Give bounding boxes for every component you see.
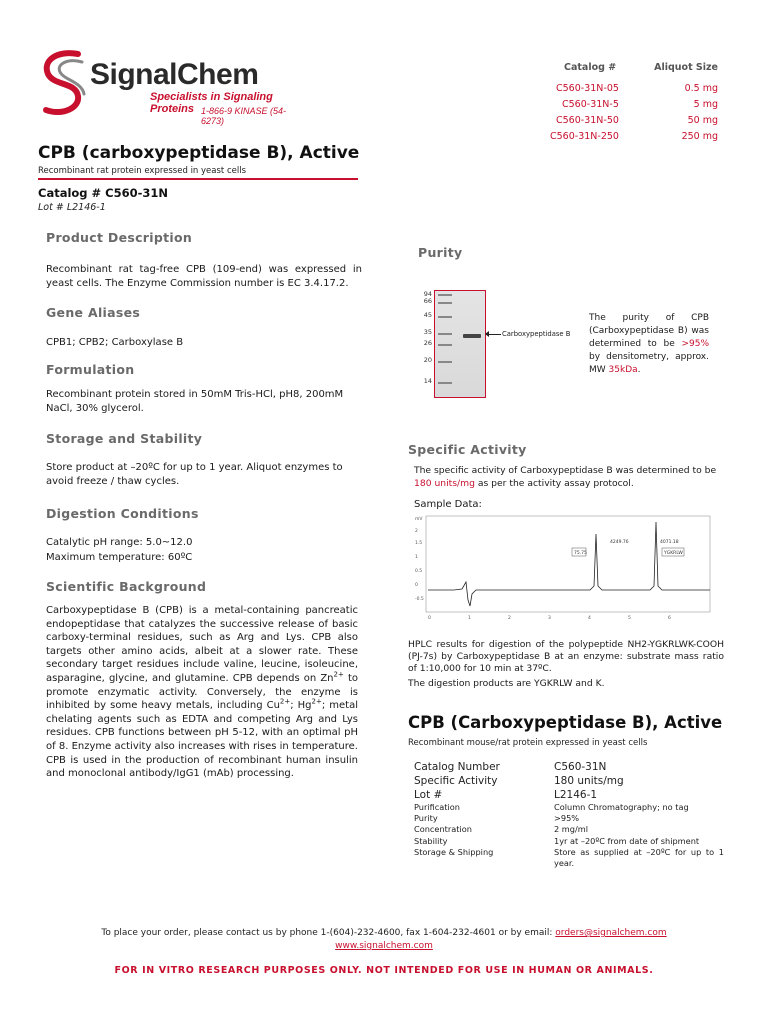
sample-data-label: Sample Data:: [414, 499, 482, 510]
product-catalog: Catalog # C560-31N: [38, 186, 169, 200]
peak-label: 4249.76: [610, 540, 629, 545]
catalog-row: [530, 115, 718, 131]
gel-marker: 66: [423, 297, 432, 305]
band-label: Carboxypeptidase B: [502, 330, 571, 338]
gel-markers: [412, 290, 434, 390]
summary-title: CPB (Carboxypeptidase B), Active: [408, 713, 723, 732]
aliases-text: CPB1; CPB2; Carboxylase B: [46, 337, 184, 348]
svg-text:1: 1: [468, 616, 471, 621]
spec-table: [414, 760, 724, 869]
hplc-text: HPLC results for digestion of the polypeptide NH2-YGKRLWK-COOH (PJ-7s) by Carboxypeptidase B at an enzyme: substrate mass ratio of 1:10,000 for 10 min at 37ºC.: [408, 639, 724, 675]
svg-text:mV: mV: [415, 517, 423, 522]
footer-website: [0, 941, 768, 951]
catalog-number: C560-31N-05: [556, 83, 619, 94]
svg-text:-0.5: -0.5: [415, 597, 424, 602]
products-text: The digestion products are YGKRLW and K.: [408, 678, 605, 689]
section-heading: Product Description: [46, 230, 193, 245]
aliquot-size: 5 mg: [693, 99, 718, 110]
gel-image: [434, 290, 486, 398]
product-lot: Lot # L2146-1: [38, 202, 106, 213]
activity-text: The specific activity of Carboxypeptidase B was determined to be 180 units/mg as per the activity assay protocol.: [414, 465, 717, 489]
spec-row: Catalog Number C560-31N: [414, 761, 607, 773]
svg-text:0: 0: [415, 583, 418, 588]
peak-label: 75.75: [574, 551, 587, 556]
svg-text:3: 3: [548, 616, 551, 621]
website-link[interactable]: www.signalchem.com: [335, 941, 433, 951]
section-heading: Scientific Background: [46, 579, 207, 594]
section-heading: Specific Activity: [408, 442, 527, 457]
peak-name: YGKRLW: [664, 551, 683, 556]
storage-text: Store product at –20ºC for up to 1 year. Aliquot enzymes to avoid freeze / thaw cycles.: [46, 462, 343, 487]
svg-text:1.5: 1.5: [415, 541, 423, 546]
gel-marker: 14: [423, 377, 432, 385]
svg-text:2: 2: [415, 529, 418, 534]
background-text: Carboxypeptidase B (CPB) is a metal-containing pancreatic endopeptidase that catalyzes the successive release of basic carboxy-terminal residues, such as Arg and Lys. CPB also targets other amino acids, albeit at a slower rate. These secondary target residues include valine, leucine, isoleucine, asparagine, glycine, and glutamine. CPB depends on $Zn^{2+}$ to promote enzymatic activity. Conversely, the enzyme is inhibited by some heavy metals, including $Cu^{2+}$; $Hg^{2+}$; metal chelating agents such as EDTA and competing Arg and Lys residues. CPB functions between pH 5-12, with an optimal pH of 8. Enzyme activity also increases with rises in temperature. CPB is used in the production of recombinant human insulin and monoclonal antibody/IgG1 (mAb) processing.: [46, 605, 359, 780]
band-arrow-icon: [487, 334, 501, 335]
spec-row: Lot # L2146-1: [414, 789, 598, 801]
svg-text:0.5: 0.5: [415, 569, 423, 574]
product-subtitle: Recombinant rat protein expressed in yeast cells: [38, 166, 247, 176]
svg-text:0: 0: [428, 616, 431, 621]
hplc-chromatogram: [414, 514, 714, 622]
footer-disclaimer: FOR IN VITRO RESEARCH PURPOSES ONLY. NOT INTENDED FOR USE IN HUMAN OR ANIMALS.: [114, 965, 654, 976]
product-title: CPB (carboxypeptidase B), Active: [38, 143, 360, 163]
gel-marker: 26: [423, 339, 432, 347]
gel-marker: 94: [423, 290, 432, 298]
aliquot-size: 250 mg: [681, 131, 718, 142]
svg-text:1: 1: [415, 555, 418, 560]
formulation-text: Recombinant protein stored in 50mM Tris-HCl, pH8, 200mM NaCl, 30% glycerol.: [46, 389, 344, 414]
spec-row: Specific Activity 180 units/mg: [414, 775, 624, 787]
svg-text:2: 2: [508, 616, 511, 621]
svg-text:5: 5: [628, 616, 631, 621]
email-link[interactable]: orders@signalchem.com: [555, 928, 667, 938]
catalog-row: [530, 83, 718, 99]
catalog-number: C560-31N-5: [562, 99, 619, 110]
title-underline: [38, 178, 358, 180]
gel-marker: 20: [423, 356, 432, 364]
catalog-row: [530, 99, 718, 115]
brand-name: SignalChem: [90, 58, 259, 91]
brand-tagline: Specialists in Signaling Proteins: [150, 91, 273, 115]
spec-row: Concentration 2 mg/ml: [414, 824, 588, 835]
arrow-head-icon: [485, 331, 489, 337]
purity-text: The purity of CPB (Carboxypeptidase B) was determined to be >95% by densitometry, approx. MW 35kDa.: [589, 313, 709, 375]
spec-row: Storage & Shipping Store as supplied at –20ºC for up to 1 year.: [414, 846, 724, 869]
peak-label: 4071.18: [660, 540, 679, 545]
digestion-temp: Maximum temperature: 60ºC: [46, 552, 193, 563]
spec-row: Purification Column Chromatography; no tag: [414, 802, 689, 812]
catalog-col-header: Catalog #: [564, 62, 617, 73]
section-heading: Digestion Conditions: [46, 506, 199, 521]
spec-row: Stability 1yr at –20ºC from date of shipment: [414, 835, 700, 846]
digestion-ph: Catalytic pH range: 5.0~12.0: [46, 537, 193, 548]
svg-text:4: 4: [588, 616, 591, 621]
gel-band: [463, 334, 481, 338]
footer-contact: To place your order, please contact us by phone 1-(604)-232-4600, fax 1-604-232-4601 or by email: orders@signalchem.com: [101, 928, 667, 938]
aliquot-size: 0.5 mg: [684, 83, 718, 94]
catalog-number: C560-31N-250: [550, 131, 619, 142]
catalog-table-header: [530, 62, 718, 73]
gel-marker: 45: [423, 311, 432, 319]
section-heading: Formulation: [46, 362, 135, 377]
logo: [38, 48, 308, 126]
section-heading: Purity: [418, 245, 463, 260]
brand-phone: 1-866-9 KINASE (54-6273): [201, 106, 287, 126]
catalog-row: [530, 131, 718, 147]
aliquot-col-header: Aliquot Size: [654, 62, 718, 73]
svg-text:6: 6: [668, 616, 671, 621]
spec-row: Purity >95%: [414, 813, 580, 824]
catalog-number: C560-31N-50: [556, 115, 619, 126]
section-heading: Gene Aliases: [46, 305, 141, 320]
section-heading: Storage and Stability: [46, 431, 203, 446]
description-text: Recombinant rat tag-free CPB (109-end) was expressed in yeast cells. The Enzyme Commission number is EC 3.4.17.2.: [46, 264, 362, 289]
signalchem-logo-icon: [38, 48, 90, 120]
aliquot-size: 50 mg: [687, 115, 718, 126]
summary-subtitle: Recombinant mouse/rat protein expressed in yeast cells: [408, 738, 648, 748]
gel-marker: 35: [423, 328, 432, 336]
catalog-table: [530, 62, 718, 147]
